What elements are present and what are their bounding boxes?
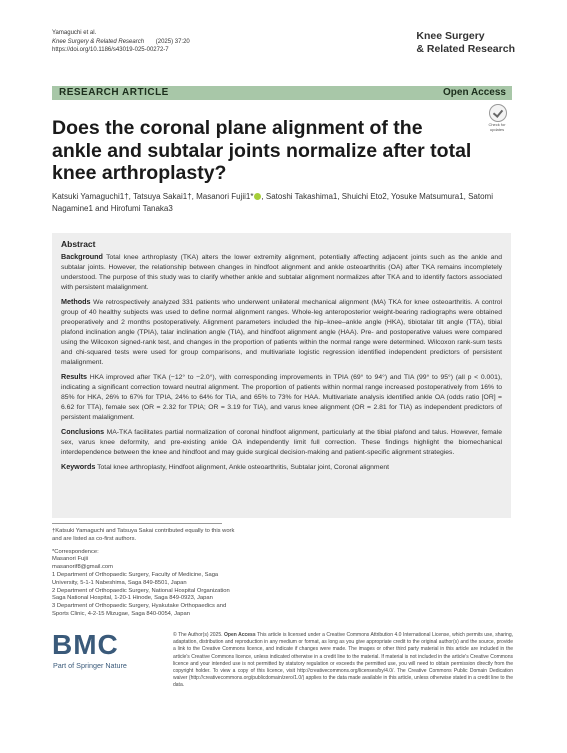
abstract-results <box>61 372 502 423</box>
methods-text: We retrospectively analyzed 331 patients who underwent unilateral mechanical alignment (MA) TKA for knee osteoarthritis. A control group of 40 healthy subjects was used to define normal alignment ranges. Whole-leg anteroposterior weight-bearing radiographs were obtained preoperatively and 2 months postoperatively. Alignment parameters included the hip–knee–ankle angle (HKA), tibiotalar tilt angle (TTA), tibial plafond inclination angle (TPIA), talar inclination angle (TIA), and hindfoot alignment angle (HAA). Pre- and postoperative values were compared using the Wilcoxon signed-rank test, and changes in the proportion of patients within the normal range were determined. Wilcoxon rank-sum tests and chi-squared tests were used for group comparisons, and multivariate logistic regression identified independent predictors of persistent malalignment. <box>61 299 503 366</box>
conclusions-text: MA-TKA facilitates partial normalization of coronal hindfoot alignment, particularly at the tibial plafond and talus. However, female sex, varus knee deformity, and pre-existing ankle OA independently limit full correction. These findings highlight the biomechanical interdependence between the knee and hindfoot and may guide surgical decision-making and patient-specific alignment strategies. <box>61 429 503 456</box>
correspondence-name: Masanori Fujii <box>52 556 89 563</box>
affiliation-3: 3 Department of Orthopaedic Surgery, Hyakutake Orthopaedics and Sports Clinic, 4-2-15 Mizugae, Saga 840-0054, Japan <box>52 603 227 617</box>
article-title: Does the coronal plane alignment of the ankle and subtalar joints normalize after total knee arthroplasty? <box>52 117 472 184</box>
bmc-logo-subtitle: Part of Springer Nature <box>53 661 127 670</box>
results-label: Results <box>61 372 87 381</box>
keywords-label: Keywords <box>61 462 96 471</box>
article-type-label: RESEARCH ARTICLE <box>59 87 169 98</box>
conclusions-label: Conclusions <box>61 427 105 436</box>
footnote-divider <box>52 523 222 524</box>
abstract-keywords <box>61 462 502 473</box>
bmc-logo-text: BMC <box>52 629 119 660</box>
license-open-access: Open Access <box>224 632 256 638</box>
copyright: © The Author(s) 2025. <box>173 632 223 638</box>
authors-part2: , Satoshi Takashima1, Shuichi Eto2, Yosuke Matsumura1, Satomi Nagamine1 and Hirofumi Tanaka3 <box>52 192 493 213</box>
journal-name <box>416 30 515 56</box>
correspondence-email[interactable]: masanorif8@gmail.com <box>52 564 113 571</box>
header-doi[interactable]: https://doi.org/10.1186/s43019-025-00272-7 <box>52 47 169 53</box>
footnotes <box>52 528 237 624</box>
correspondence-label: *Correspondence: <box>52 548 99 555</box>
license-text <box>173 632 513 690</box>
author-list <box>52 191 512 215</box>
background-label: Background <box>61 252 103 261</box>
affiliation-2: 2 Department of Orthopaedic Surgery, National Hospital Organization Saga National Hospital, 1-20-1 Hinode, Saga 849-0923, Japan <box>52 587 230 602</box>
check-updates-label: Check for updates <box>488 122 506 132</box>
header-year-volume: (2025) 37:20 <box>155 38 190 45</box>
license-body: This article is licensed under a Creative Commons Attribution 4.0 International License, which permits use, sharing, adaptation, distribution and reproduction in any medium or format, as long as you give appropriate credit to the original author(s) and the source, provide a link to the Creative Commons licence, and indicate if changes were made. The images or other third party material in this article are included in the article's Creative Commons licence, unless indicated otherwise in a credit line to the material. If material is not included in the article's Creative Commons licence and your intended use is not permitted by statutory regulation or exceeds the permitted use, you will need to obtain permission directly from the copyright holder. To view a copy of this licence, visit http://creativecommons.org/licenses/by/4.0/. The Creative Commons Public Domain Dedication waiver (http://creativecommons.org/publicdomain/zero/1.0/) applies to the data made available in this article, unless otherwise stated in a credit line to the data. <box>173 632 513 689</box>
check-updates-icon <box>489 104 507 122</box>
background-text: Total knee arthroplasty (TKA) alters the lower extremity alignment, potentially affecting adjacent joints such as the ankle and subtalar joints. However, the relationship between changes in hindfoot alignment and ankle osteoarthritis (OA) after TKA remains incompletely understood. The purpose of this study was to clarify whether ankle and subtalar alignment normalizes after TKA and to identify factors associated with persistent malalignment. <box>61 254 502 291</box>
journal-name-line2: & Related Research <box>416 43 515 55</box>
methods-label: Methods <box>61 297 91 306</box>
journal-name-line1: Knee Surgery <box>416 30 485 42</box>
abstract-conclusions <box>61 427 502 458</box>
authors-part1: Katsuki Yamaguchi1†, Tatsuya Sakai1†, Masanori Fujii1* <box>52 192 254 201</box>
running-header <box>52 29 190 55</box>
abstract-box <box>52 233 511 518</box>
affiliation-1: 1 Department of Orthopaedic Surgery, Faculty of Medicine, Saga University, 5-1-1 Nabeshima, Saga 849-8501, Japan <box>52 571 219 586</box>
check-for-updates-button[interactable] <box>483 104 511 132</box>
article-type-band <box>52 86 512 100</box>
cofirst-note: †Katsuki Yamaguchi and Tatsuya Sakai contributed equally to this work and are listed as co-first authors. <box>52 528 235 542</box>
results-text: HKA improved after TKA (−12° to −2.0°), with corresponding improvements in TPIA (69° to 94°) and TIA (99° to 95°) (all p < 0.001), indicating a significant correction toward neutral alignment. The proportion of patients within normal range increased postoperatively from 16% to 85% for HKA, 26% to 67% for TPIA, 24% to 64% for TIA, and 65% to 73% for HAA. Multivariate analysis identified ankle OA (odds ratio [OR] = 6.62 for TTA), female sex (OR = 2.32 for TPIA; OR = 3.19 for TIA), and varus knee alignment (OR = 2.81 for TIA) as independent predictors of persistent malalignment. <box>61 374 503 421</box>
open-access-label: Open Access <box>443 87 506 98</box>
abstract-heading: Abstract <box>61 239 96 249</box>
abstract-background <box>61 252 502 293</box>
bmc-logo <box>52 630 142 670</box>
header-authors: Yamaguchi et al. <box>52 30 97 36</box>
correspondence <box>52 549 237 619</box>
header-journal: Knee Surgery & Related Research <box>52 38 145 45</box>
abstract-methods <box>61 297 502 368</box>
keywords-text: Total knee arthroplasty, Hindfoot alignment, Ankle osteoarthritis, Subtalar joint, Coronal alignment <box>97 464 390 471</box>
